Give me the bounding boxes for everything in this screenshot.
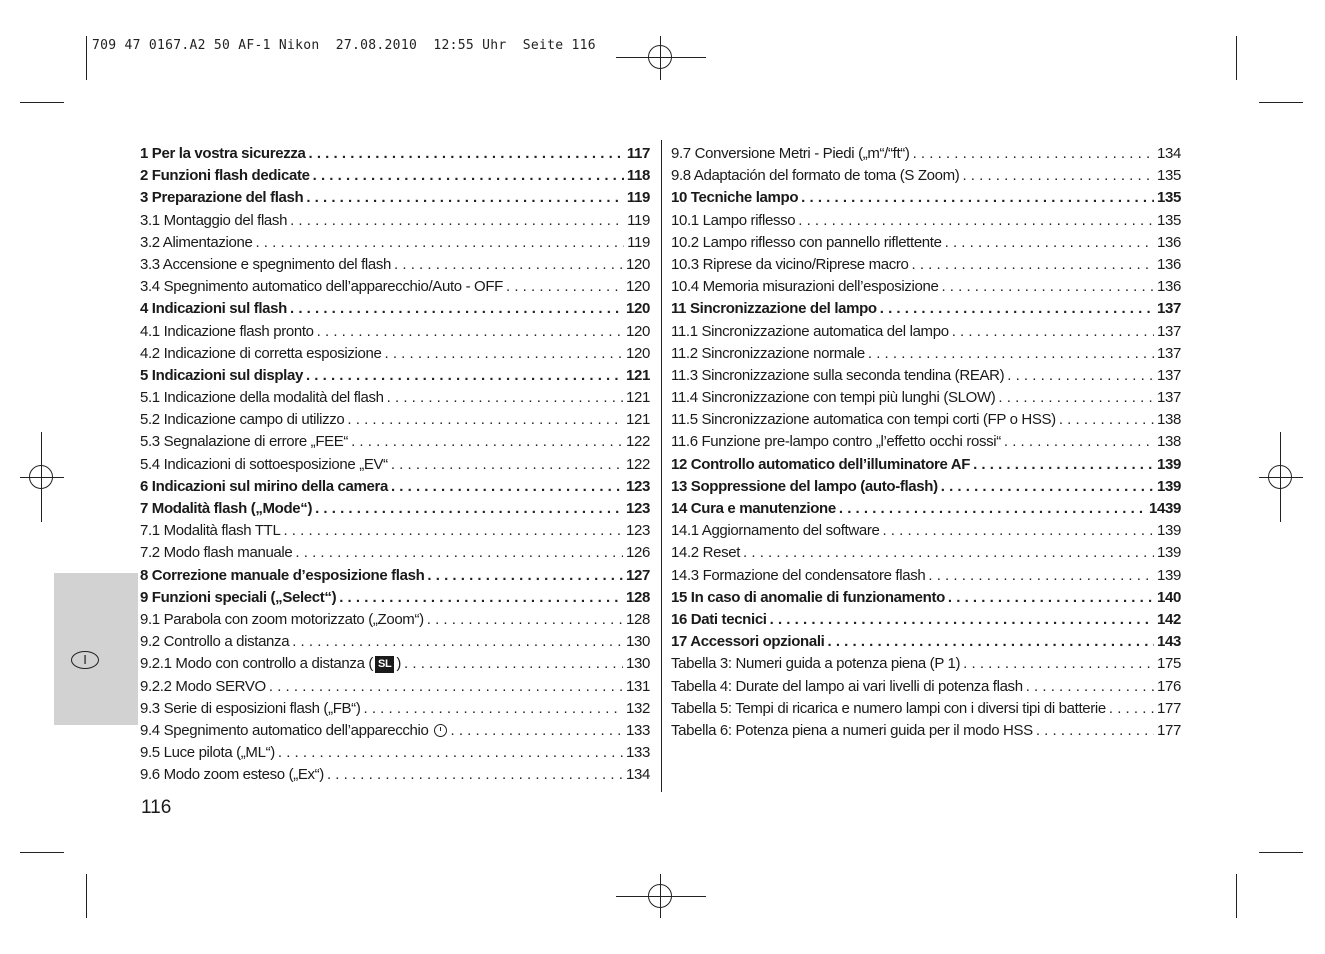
toc-entry-title: 9.3 Serie di esposizioni flash („FB“) (140, 699, 361, 717)
toc-entry-page: 121 (626, 411, 650, 429)
toc-entry-title: 3 Preparazione del flash (140, 189, 304, 207)
toc-entry-page: 119 (626, 189, 650, 207)
toc-entry (140, 653, 650, 675)
toc-entry-title: 10 Tecniche lampo (671, 189, 799, 207)
toc-entry-title: 9.7 Conversione Metri - Piedi („m“/“ft“) (671, 145, 910, 162)
dot-leader (306, 365, 623, 387)
toc-entry-title: Tabella 4: Durate del lampo ai vari livelli di potenza flash (671, 677, 1023, 695)
toc-entry-page: 134 (626, 766, 650, 784)
toc-entry-title: 9.2.1 Modo con controllo a distanza ( SL ) (140, 655, 402, 673)
toc-entry-title: 14.2 Reset (671, 544, 741, 562)
toc-entry-page: 137 (1157, 389, 1181, 407)
toc-entry-page: 139 (1157, 544, 1181, 562)
toc-entry (671, 409, 1181, 431)
toc-entry-title: 9.4 Spegnimento automatico dell’apparecchio (140, 720, 447, 742)
toc-left-column (140, 143, 650, 786)
toc-entry-page: 138 (1157, 433, 1181, 451)
dot-leader (387, 387, 623, 409)
dot-leader (391, 454, 623, 476)
toc-entry-title: 3.4 Spegnimento automatico dell’apparecchio/Auto - OFF (140, 278, 503, 296)
toc-entry-page: 132 (626, 699, 650, 717)
toc-entry-page: 118 (626, 167, 650, 185)
toc-entry (140, 587, 650, 609)
toc-entry-page: 131 (626, 677, 650, 695)
toc-entry-page: 177 (1157, 699, 1181, 717)
toc-entry (140, 764, 650, 786)
dot-leader (798, 210, 1154, 232)
toc-entry-title: Tabella 5: Tempi di ricarica e numero lampi con i diversi tipi di batterie (671, 699, 1106, 717)
toc-entry-title: 4 Indicazioni sul flash (140, 300, 287, 318)
toc-entry-title: Tabella 3: Numeri guida a potenza piena (P 1) (671, 655, 961, 673)
toc-entry-page: 138 (1157, 411, 1181, 429)
dot-leader (506, 276, 623, 298)
toc-entry-title: 11.2 Sincronizzazione normale (671, 344, 865, 362)
toc-entry (671, 520, 1181, 542)
toc-entry (140, 254, 650, 276)
toc-entry-title: 3.2 Alimentazione (140, 233, 253, 251)
toc-entry-page: 120 (626, 300, 650, 318)
toc-entry-title: 4.2 Indicazione di corretta esposizione (140, 344, 382, 362)
toc-entry-title: 9.6 Modo zoom esteso („Ex“) (140, 766, 324, 784)
toc-entry-title: 7 Modalità flash („Mode“) (140, 500, 313, 517)
toc-entry (140, 720, 650, 742)
dot-leader (339, 587, 623, 609)
toc-entry-page: 128 (626, 610, 650, 628)
dot-leader (1109, 698, 1154, 720)
toc-entry (671, 143, 1181, 165)
toc-entry-title: 5 Indicazioni sul display (140, 366, 303, 384)
toc-entry-title: 7.2 Modo flash manuale (140, 544, 293, 562)
toc-entry (140, 276, 650, 298)
dot-leader (913, 143, 1154, 165)
toc-entry-title: 3.1 Montaggio del flash (140, 211, 288, 229)
toc-entry (140, 698, 650, 720)
toc-entry (671, 454, 1181, 476)
toc-right-column (671, 143, 1181, 742)
toc-entry-page: 133 (626, 744, 650, 762)
toc-entry-page: 119 (627, 233, 650, 251)
dot-leader (283, 520, 623, 542)
dot-leader (315, 498, 623, 520)
toc-entry-page: 139 (1157, 455, 1181, 473)
dot-leader (255, 232, 624, 254)
toc-entry-title: 13 Soppressione del lampo (auto-flash) (671, 477, 938, 495)
toc-entry-page: 130 (626, 633, 650, 651)
dot-leader (1036, 720, 1154, 742)
dot-leader (317, 321, 623, 343)
toc-entry-title: 3.3 Accensione e spegnimento del flash (140, 255, 392, 273)
toc-entry-page: 136 (1157, 233, 1181, 251)
toc-entry (140, 143, 650, 165)
dot-leader (945, 232, 1154, 254)
toc-entry-page: 137 (1157, 344, 1181, 362)
toc-entry (140, 343, 650, 365)
clock-icon (434, 724, 447, 737)
toc-entry-title: 8 Correzione manuale d’esposizione flash (140, 566, 425, 584)
toc-entry-title: 16 Dati tecnici (671, 610, 767, 628)
dot-leader (912, 254, 1155, 276)
toc-entry-title: 15 In caso di anomalie di funzionamento (671, 588, 945, 606)
toc-entry (671, 631, 1181, 653)
toc-entry-page: 140 (1157, 588, 1181, 606)
toc-entry-page: 122 (626, 433, 650, 451)
dot-leader (962, 165, 1154, 187)
toc-entry (671, 431, 1181, 453)
dot-leader (295, 542, 623, 564)
toc-entry-page: 121 (626, 389, 650, 407)
dot-leader (309, 143, 624, 165)
toc-entry (671, 276, 1181, 298)
toc-entry (140, 387, 650, 409)
toc-entry (671, 476, 1181, 498)
toc-entry (140, 210, 650, 232)
toc-entry-page: 137 (1157, 322, 1181, 340)
toc-entry-page: 121 (626, 366, 650, 384)
toc-entry-page: 126 (626, 544, 650, 562)
toc-entry (671, 720, 1181, 742)
dot-leader (450, 720, 623, 742)
dot-leader (998, 387, 1154, 409)
dot-leader (743, 542, 1154, 564)
toc-entry-page: 176 (1157, 677, 1181, 695)
dot-leader (427, 609, 623, 631)
toc-entry-page: 120 (626, 322, 650, 340)
toc-entry (140, 321, 650, 343)
column-divider (661, 140, 662, 792)
dot-leader (839, 498, 1146, 520)
toc-entry-page: 120 (626, 255, 650, 273)
dot-leader (363, 698, 623, 720)
dot-leader (347, 409, 623, 431)
toc-entry (671, 232, 1181, 254)
toc-entry-title: 10.3 Riprese da vicino/Riprese macro (671, 255, 909, 273)
toc-entry-page: 117 (626, 145, 650, 162)
dot-leader (269, 676, 623, 698)
toc-entry-page: 175 (1157, 655, 1181, 673)
toc-entry (671, 565, 1181, 587)
toc-entry (140, 232, 650, 254)
toc-entry-title: 5.4 Indicazioni di sottoesposizione „EV“ (140, 455, 388, 473)
toc-entry-title: 9.2.2 Modo SERVO (140, 677, 266, 695)
toc-entry-page: 137 (1157, 300, 1181, 318)
toc-entry (140, 476, 650, 498)
toc-entry-title: 10.2 Lampo riflesso con pannello riflettente (671, 233, 942, 251)
dot-leader (868, 343, 1154, 365)
toc-entry (140, 742, 650, 764)
dot-leader (327, 764, 623, 786)
toc-entry (671, 165, 1181, 187)
dot-leader (278, 742, 623, 764)
toc-entry-page: 122 (626, 455, 650, 473)
dot-leader (1007, 365, 1154, 387)
toc-entry-page: 139 (1157, 522, 1181, 540)
toc-entry-title: 2 Funzioni flash dedicate (140, 167, 310, 185)
toc-entry-page: 135 (1157, 167, 1181, 185)
dot-leader (1004, 431, 1154, 453)
dot-leader (882, 520, 1154, 542)
toc-entry (671, 298, 1181, 320)
toc-entry (140, 565, 650, 587)
dot-leader (880, 298, 1154, 320)
toc-entry-page: 120 (626, 344, 650, 362)
toc-entry (671, 387, 1181, 409)
toc-entry (140, 631, 650, 653)
dot-leader (941, 476, 1154, 498)
toc-entry-page: 139 (1157, 477, 1181, 495)
dot-leader (928, 565, 1154, 587)
toc-entry (140, 165, 650, 187)
language-tab (54, 573, 138, 725)
toc-entry-page: 128 (626, 588, 650, 606)
dot-leader (385, 343, 624, 365)
toc-entry (140, 409, 650, 431)
toc-entry (671, 542, 1181, 564)
toc-entry-page: 137 (1157, 366, 1181, 384)
toc-entry-page: 133 (626, 721, 650, 739)
dot-leader (948, 587, 1154, 609)
dot-leader (770, 609, 1154, 631)
print-header: 709 47 0167.A2 50 AF-1 Nikon 27.08.2010 12:55 Uhr Seite 116 (92, 38, 596, 53)
toc-entry (140, 542, 650, 564)
toc-entry (671, 187, 1181, 209)
toc-entry (140, 298, 650, 320)
toc-entry (671, 210, 1181, 232)
toc-entry-title: 5.2 Indicazione campo di utilizzo (140, 411, 345, 429)
toc-entry-title: 6 Indicazioni sul mirino della camera (140, 477, 388, 495)
toc-entry (140, 187, 650, 209)
dot-leader (952, 321, 1154, 343)
toc-entry-title: 17 Accessori opzionali (671, 633, 825, 651)
toc-entry-page: 136 (1157, 278, 1181, 296)
toc-entry (671, 609, 1181, 631)
toc-entry-page: 135 (1157, 189, 1181, 207)
toc-entry-page: 135 (1157, 211, 1181, 229)
toc-entry-page: 123 (626, 477, 650, 495)
sl-badge-icon: SL (375, 656, 394, 673)
toc-entry-page: 120 (626, 278, 650, 296)
toc-entry-page: 127 (626, 566, 650, 584)
toc-entry-title: 11.6 Funzione pre-lampo contro „l’effetto occhi rossi“ (671, 433, 1001, 451)
page-number: 116 (141, 797, 172, 818)
toc-entry (140, 609, 650, 631)
toc-entry-title: 14.3 Formazione del condensatore flash (671, 566, 926, 584)
toc-entry-title: 9 Funzioni speciali („Select“) (140, 588, 337, 606)
toc-entry-title: 4.1 Indicazione flash pronto (140, 322, 314, 340)
dot-leader (941, 276, 1154, 298)
toc-entry (140, 431, 650, 453)
toc-entry-title: 5.1 Indicazione della modalità del flash (140, 389, 384, 407)
toc-entry (671, 676, 1181, 698)
dot-leader (391, 476, 623, 498)
toc-entry-page: 142 (1157, 610, 1181, 628)
toc-entry (671, 365, 1181, 387)
dot-leader (351, 431, 623, 453)
dot-leader (290, 210, 624, 232)
toc-entry-title: 9.5 Luce pilota („ML“) (140, 744, 275, 762)
dot-leader (306, 187, 624, 209)
dot-leader (963, 653, 1154, 675)
dot-leader (290, 298, 623, 320)
toc-entry (671, 498, 1181, 520)
toc-entry (671, 321, 1181, 343)
toc-entry (140, 520, 650, 542)
dot-leader (313, 165, 624, 187)
dot-leader (801, 187, 1154, 209)
toc-entry-page: 1439 (1149, 500, 1181, 517)
toc-entry-title: 11 Sincronizzazione del lampo (671, 300, 877, 318)
toc-entry-title: 11.1 Sincronizzazione automatica del lampo (671, 322, 949, 340)
toc-entry (671, 698, 1181, 720)
toc-entry-title: 14 Cura e manutenzione (671, 500, 836, 517)
toc-entry-page: 177 (1157, 721, 1181, 739)
toc-entry-title: 1 Per la vostra sicurezza (140, 145, 306, 162)
toc-entry-page: 139 (1157, 566, 1181, 584)
dot-leader (827, 631, 1154, 653)
toc-entry (140, 365, 650, 387)
toc-entry-title: Tabella 6: Potenza piena a numeri guida per il modo HSS (671, 721, 1033, 739)
toc-entry (140, 498, 650, 520)
toc-entry-page: 123 (626, 522, 650, 540)
toc-entry (671, 343, 1181, 365)
dot-leader (404, 653, 623, 675)
toc-entry-title: 12 Controllo automatico dell’illuminatore AF (671, 455, 971, 473)
toc-entry-title: 11.3 Sincronizzazione sulla seconda tendina (REAR) (671, 366, 1005, 384)
toc-entry-title: 9.8 Adaptación del formato de toma (S Zoom) (671, 167, 960, 185)
toc-entry-title: 14.1 Aggiornamento del software (671, 522, 880, 540)
toc-entry (140, 454, 650, 476)
dot-leader (427, 565, 623, 587)
toc-entry (671, 254, 1181, 276)
toc-entry (671, 653, 1181, 675)
toc-entry (671, 587, 1181, 609)
toc-entry-page: 143 (1157, 633, 1181, 651)
toc-entry-title: 10.4 Memoria misurazioni dell’esposizione (671, 278, 939, 296)
dot-leader (1026, 676, 1154, 698)
toc-entry-page: 136 (1157, 255, 1181, 273)
toc-entry-page: 123 (626, 500, 650, 517)
toc-entry-title: 10.1 Lampo riflesso (671, 211, 796, 229)
toc-entry-title: 9.2 Controllo a distanza (140, 633, 290, 651)
toc-entry-title: 11.4 Sincronizzazione con tempi più lunghi (SLOW) (671, 389, 996, 407)
dot-leader (1059, 409, 1154, 431)
toc-entry (140, 676, 650, 698)
toc-entry-page: 134 (1157, 145, 1181, 162)
toc-entry-title: 7.1 Modalità flash TTL (140, 522, 281, 540)
toc-entry-title: 9.1 Parabola con zoom motorizzato („Zoom“) (140, 610, 424, 628)
toc-entry-title: 5.3 Segnalazione di errore „FEE“ (140, 433, 349, 451)
language-label: I (71, 651, 99, 669)
dot-leader (292, 631, 623, 653)
dot-leader (394, 254, 623, 276)
toc-entry-page: 130 (626, 655, 650, 673)
toc-entry-page: 119 (627, 211, 650, 229)
toc-entry-title: 11.5 Sincronizzazione automatica con tempi corti (FP o HSS) (671, 411, 1056, 429)
dot-leader (973, 454, 1154, 476)
